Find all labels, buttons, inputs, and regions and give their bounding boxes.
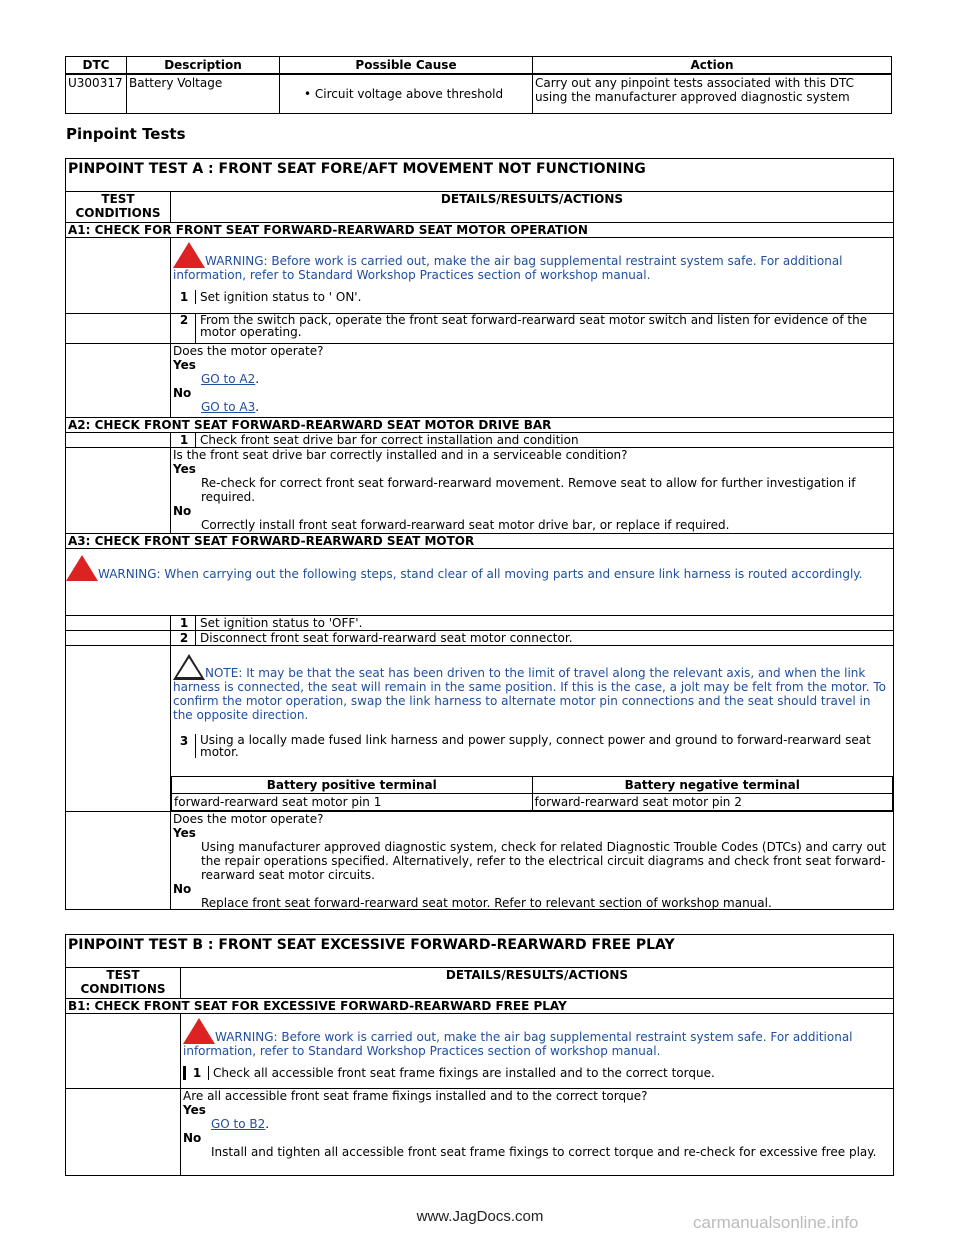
note-icon	[173, 654, 205, 680]
footer-url: www.JagDocs.com	[416, 1208, 544, 1225]
go-to-a2-link[interactable]: GO to A2	[201, 372, 256, 386]
a2-yes-text: Re-check for correct front seat forward-rearward movement. Remove seat to allow for further investigation if required.	[201, 476, 856, 504]
step-number: 1	[173, 616, 196, 630]
yes-label: Yes	[173, 358, 196, 372]
a3-yes-text: Using manufacturer approved diagnostic system, check for related Diagnostic Trouble Codes (DTCs) and carry out the repair operations specified. Alternatively, refer to the electrical circuit diagrams and check front seat forward-rearward seat motor circuits.	[201, 840, 887, 882]
details-header: DETAILS/RESULTS/ACTIONS	[445, 968, 629, 982]
b1-step1: Check all accessible front seat frame fixings are installed and to the correct torque.	[213, 1066, 715, 1080]
negative-terminal-header: Battery negative terminal	[532, 777, 893, 794]
dtc-code: U300317	[66, 74, 127, 114]
go-to-a3-link[interactable]: GO to A3	[201, 400, 256, 414]
dtc-header: DTC	[66, 57, 127, 75]
description-header: Description	[127, 57, 280, 75]
possible-cause-header: Possible Cause	[280, 57, 533, 75]
pinpoint-heading: Pinpoint Tests	[66, 125, 186, 143]
step-number: 3	[173, 734, 196, 758]
b1-warning: WARNING: Before work is carried out, make the air bag supplemental restraint system safe. For additional information, refer to Standard Workshop Practices section of workshop manual.	[183, 1030, 853, 1058]
step-number: 2	[173, 314, 196, 343]
a3-step1: Set ignition status to 'OFF'.	[200, 616, 363, 630]
step-number: 1	[173, 433, 196, 447]
details-header: DETAILS/RESULTS/ACTIONS	[440, 192, 624, 206]
table-row: U300317 Battery Voltage • Circuit voltage above threshold Carry out any pinpoint tests associated with this DTC using the manufacturer approved diagnostic system	[66, 74, 892, 114]
yes-label: Yes	[183, 1103, 206, 1117]
no-label: No	[173, 504, 192, 518]
no-label: No	[183, 1131, 202, 1145]
b1-title: B1: CHECK FRONT SEAT FOR EXCESSIVE FORWARD-REARWARD FREE PLAY	[66, 999, 893, 1014]
a2-no-text: Correctly install front seat forward-rearward seat motor drive bar, or replace if required.	[201, 518, 730, 532]
a3-title: A3: CHECK FRONT SEAT FORWARD-REARWARD SEAT MOTOR	[66, 534, 893, 549]
a3-note: NOTE: It may be that the seat has been driven to the limit of travel along the relevant axis, and when the link harness is connected, the seat will remain in the same position. If this is the case, a jolt may be felt from the motor. To confirm the motor operation, swap the link harness to alternate motor pin connections and the seat should travel in the opposite direction.	[173, 666, 887, 722]
a1-step1: Set ignition status to ' ON'.	[200, 290, 362, 304]
watermark: carmanualsonline.info	[693, 1213, 859, 1232]
a2-step1: Check front seat drive bar for correct installation and condition	[200, 433, 579, 447]
yes-label: Yes	[173, 826, 196, 840]
test-conditions-header: TEST CONDITIONS	[66, 968, 181, 998]
test-b-title: PINPOINT TEST B : FRONT SEAT EXCESSIVE FORWARD-REARWARD FREE PLAY	[66, 935, 893, 968]
terminal-table	[171, 776, 893, 811]
dtc-table	[65, 56, 892, 114]
a3-question: Does the motor operate?	[173, 812, 324, 826]
step-number: 1	[183, 1066, 209, 1080]
a2-question: Is the front seat drive bar correctly installed and in a serviceable condition?	[173, 448, 628, 462]
a1-title: A1: CHECK FOR FRONT SEAT FORWARD-REARWARD SEAT MOTOR OPERATION	[66, 223, 893, 238]
warning-icon	[183, 1018, 215, 1044]
yes-label: Yes	[173, 462, 196, 476]
pinpoint-test-b: PINPOINT TEST B : FRONT SEAT EXCESSIVE FORWARD-REARWARD FREE PLAY TEST CONDITIONS DETAILS/RESULTS/ACTIONS B1: CHECK FRONT SEAT FOR EXCESSIVE FORWARD-REARWARD FREE PLAY WARNING: Before work is carried out, make the air bag supplemental restraint system safe. For additional information, refer to Standard Workshop Practices section of workshop manual. 1 Check all accessible front seat frame fixings are installed and to the correct torque. Are all accessible front seat frame fixings installed and to the correct torque? Yes GO to B2. No Install and tighten all accessible front seat frame fixings to correct torque and re-check for excessive free play.	[65, 934, 894, 1176]
a3-warning: WARNING: When carrying out the following steps, stand clear of all moving parts and ensure link harness is routed accordingly.	[98, 567, 863, 581]
dtc-action: Carry out any pinpoint tests associated with this DTC using the manufacturer approved diagnostic system	[533, 74, 892, 114]
no-label: No	[173, 882, 192, 896]
action-header: Action	[533, 57, 892, 75]
no-label: No	[173, 386, 192, 400]
warning-icon	[66, 555, 98, 581]
test-a-title: PINPOINT TEST A : FRONT SEAT FORE/AFT MOVEMENT NOT FUNCTIONING	[66, 159, 893, 192]
negative-terminal: forward-rearward seat motor pin 2	[532, 794, 893, 811]
a3-step3: Using a locally made fused link harness and power supply, connect power and ground to forward-rearward seat motor.	[200, 733, 871, 759]
a1-question: Does the motor operate?	[173, 344, 324, 358]
go-to-b2-link[interactable]: GO to B2	[211, 1117, 266, 1131]
pinpoint-test-a: PINPOINT TEST A : FRONT SEAT FORE/AFT MOVEMENT NOT FUNCTIONING TEST CONDITIONS DETAILS/RESULTS/ACTIONS A1: CHECK FOR FRONT SEAT FORWARD-REARWARD SEAT MOTOR OPERATION WARNING: Before work is carried out, make the air bag supplemental restraint system safe. For additional information, refer to Standard Workshop Practices section of workshop manual. 1 Set ignition status to ' ON'. 2 From the switch pack, operate the front seat forward-rearward seat motor switch and listen for evidence of the motor operating. Does the motor operate? Yes GO to A2. No GO to A3. A2: CHECK FRONT SEAT FORWARD-REARWARD SEAT MOTOR DRIVE BAR 1 Check front seat drive bar for correct installation and condition Is the front seat drive bar correctly installed and in a serviceable condition? Yes Re-check for correct front seat forward-rearward movement. Remove seat to allow for further investigation if required. No Correctly install front seat forward-rearward seat motor drive bar, or replace if required. A3: CHECK FRONT SEAT FORWARD-REARWARD SEAT MOTOR WARNING: When carrying out the following steps, stand clear of all moving parts and ensure link harness is routed accordingly. 1 Set ignition status to 'OFF'. 2 Disconnect front seat forward-rearward seat motor connector. NOTE: It may be that the seat has been driven to the limit of travel along the relevant axis, and when the link harness is connected, the seat will remain in the same position. If this is the case, a jolt may be felt from the motor. To confirm the motor operation, swap the link harness to alternate motor pin connections and the seat should travel in the opposite direction. 3 Using a locally made fused link harness and power supply, connect power and ground to forward-rearward seat motor. Battery positive terminal Battery negative terminal forward-rearward seat motor pin 1 forward-rearward seat motor pin 2 Does the motor operate? Yes Using manufacturer approved diagnostic system, check for related Diagnostic Trouble Codes (DTCs) and carry out the repair operations specified. Alternatively, refer to the electrical circuit diagrams and check front seat forward-rearward seat motor circuits. No Replace front seat forward-rearward seat motor. Refer to relevant section of workshop manual.	[65, 158, 894, 910]
a1-warning: WARNING: Before work is carried out, make the air bag supplemental restraint system safe. For additional information, refer to Standard Workshop Practices section of workshop manual.	[173, 254, 843, 282]
possible-cause: Circuit voltage above threshold	[314, 87, 504, 101]
positive-terminal-header: Battery positive terminal	[172, 777, 533, 794]
step-number: 1	[173, 290, 196, 304]
dtc-description: Battery Voltage	[127, 74, 280, 114]
a1-step2: From the switch pack, operate the front seat forward-rearward seat motor switch and listen for evidence of the motor operating.	[200, 313, 868, 339]
a3-no-text: Replace front seat forward-rearward seat motor. Refer to relevant section of workshop manual.	[201, 896, 772, 910]
a2-title: A2: CHECK FRONT SEAT FORWARD-REARWARD SEAT MOTOR DRIVE BAR	[66, 418, 893, 433]
b1-question: Are all accessible front seat frame fixings installed and to the correct torque?	[183, 1089, 648, 1103]
table-row	[172, 794, 893, 811]
warning-icon	[173, 242, 205, 268]
step-number: 2	[173, 631, 196, 645]
b1-no-text: Install and tighten all accessible front seat frame fixings to correct torque and re-check for excessive free play.	[211, 1145, 877, 1159]
a3-step2: Disconnect front seat forward-rearward seat motor connector.	[200, 631, 573, 645]
positive-terminal: forward-rearward seat motor pin 1	[172, 794, 533, 811]
test-conditions-header: TEST CONDITIONS	[66, 192, 171, 222]
